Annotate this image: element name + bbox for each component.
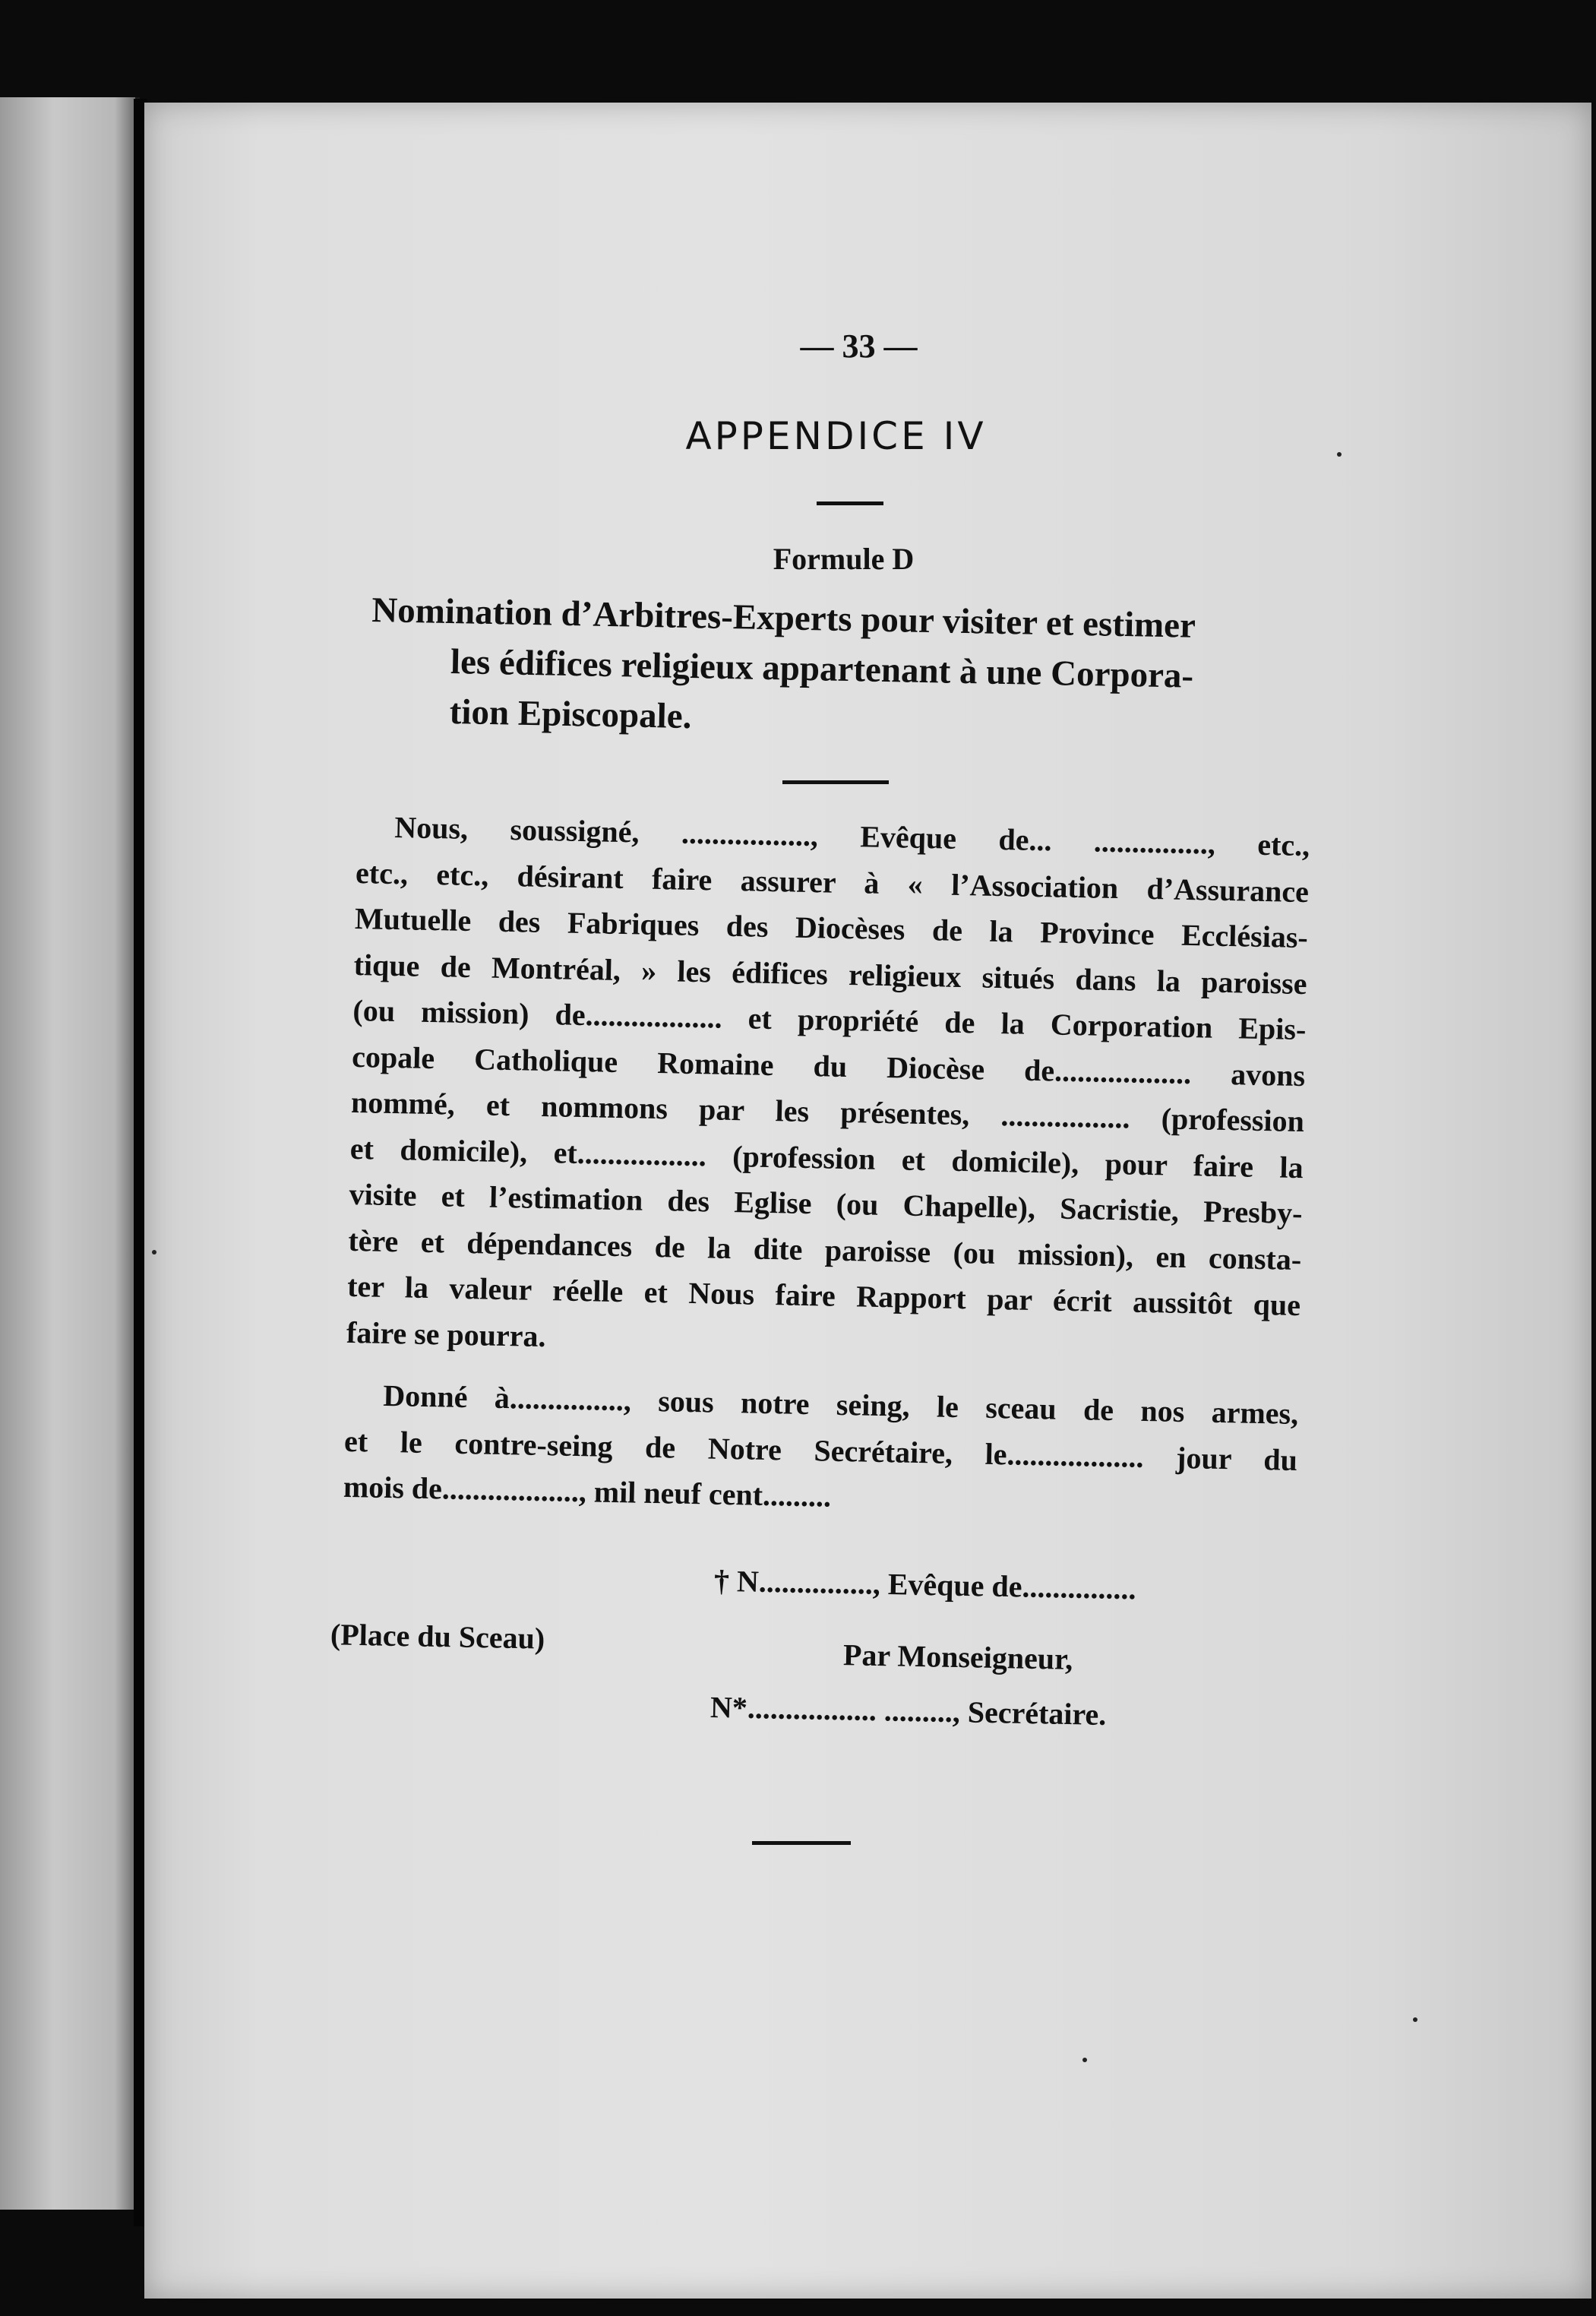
paragraph-line: visite et l’estimation des Eglise (ou Chapelle), Sacristie, Presby- <box>349 1176 1303 1231</box>
secretary-signature-line: N*................. ........., Secrétaire. <box>710 1689 1107 1732</box>
paragraph-line: tère et dépendances de la dite paroisse (ou mission), en consta- <box>348 1223 1302 1277</box>
seal-placeholder: (Place du Sceau) <box>330 1617 545 1656</box>
paragraph-line: ter la valeur réelle et Nous faire Rapport par écrit aussitôt que <box>346 1268 1301 1323</box>
paper-speck <box>1337 452 1342 457</box>
par-monseigneur: Par Monseigneur, <box>842 1637 1073 1676</box>
paragraph-line: mois de.................., mil neuf cent......... <box>343 1469 832 1514</box>
paragraph-line: et domicile), et................. (profession et domicile), pour faire la <box>349 1131 1304 1185</box>
form-label: Formule D <box>773 542 915 576</box>
paragraph-line: tique de Montréal, » les édifices religieux situés dans la paroisse <box>353 947 1307 1001</box>
form-heading <box>369 585 1318 754</box>
paragraph-line: etc., etc., désirant faire assurer à « l’Association d’Assurance <box>355 855 1310 909</box>
page-number: — 33 — <box>800 327 918 365</box>
bishop-signature-line: † N..............., Evêque de............... <box>713 1563 1136 1606</box>
paragraph-line: et le contre-seing de Notre Secrétaire, le.................. jour du <box>343 1423 1298 1477</box>
paragraph-line: faire se pourra. <box>346 1315 546 1353</box>
heading-line: Nomination d’Arbitres-Experts pour visiter et estimer <box>371 590 1196 646</box>
appendix-title: APPENDICE IV <box>685 414 987 458</box>
form-body <box>343 804 1310 1530</box>
paper-speck <box>152 1250 156 1254</box>
end-rule <box>752 1841 851 1845</box>
heading-line: tion Episcopale. <box>449 691 692 737</box>
paragraph-line: (ou mission) de.................. et propriété de la Corporation Epis- <box>352 992 1307 1047</box>
paragraph-line: nommé, et nommons par les présentes, ................. (profession <box>350 1084 1305 1139</box>
paragraph-line: Donné à..............., sous notre seing, le sceau de nos armes, <box>382 1378 1299 1432</box>
paper-speck <box>1413 2017 1417 2022</box>
paragraph-line: Mutuelle des Fabriques des Diocèses de la Province Ecclésias- <box>354 900 1309 955</box>
heading-line: les édifices religieux appartenant à une Corpora- <box>450 642 1194 696</box>
paper-speck <box>1082 2058 1087 2062</box>
paragraph-line: Nous, soussigné, ................., Evêque de... ..............., etc., <box>393 810 1310 863</box>
paragraph-line: copale Catholique Romaine du Diocèse de.................. avons <box>351 1039 1306 1093</box>
title-rule <box>817 501 883 505</box>
heading-rule <box>782 780 889 784</box>
